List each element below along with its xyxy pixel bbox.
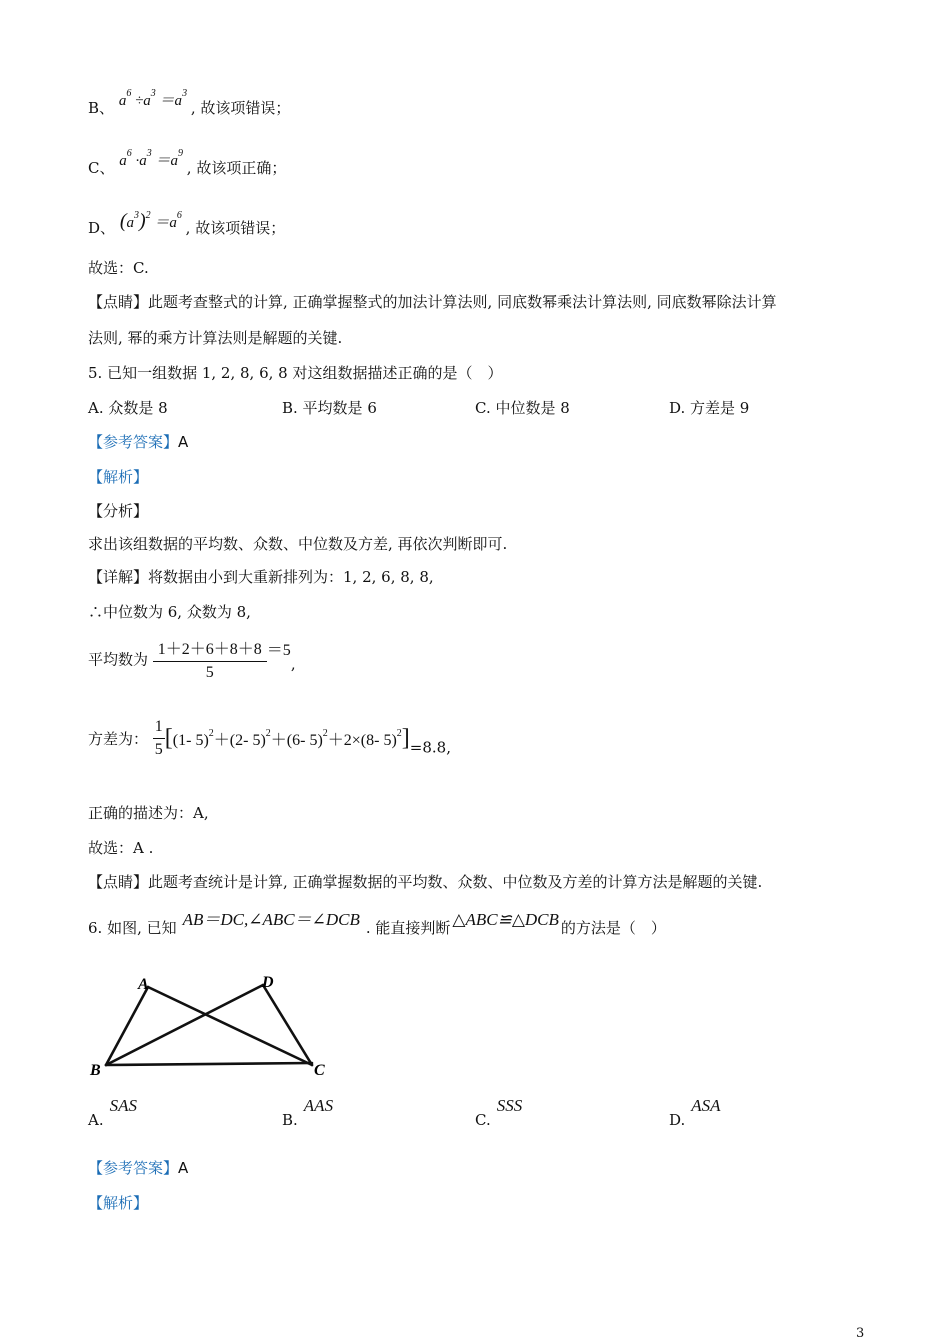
q4-comment-line2: 法则, 幂的乘方计算法则是解题的关键. xyxy=(88,329,343,347)
q5-correct: 正确的描述为：A, xyxy=(88,804,209,822)
q5-choice: 故选：A . xyxy=(88,839,154,857)
mean-fraction xyxy=(153,636,267,682)
q6-option-b: B.AAS xyxy=(282,1096,334,1129)
mean-denominator: 5 xyxy=(205,664,214,681)
q6-condition-math: AB＝DC,∠ABC＝∠DCB xyxy=(182,910,360,929)
q6-stem-part3: 的方法是（ ） xyxy=(560,919,666,937)
q5-option-a: A. 众数是 8 xyxy=(88,399,168,417)
option-d-tail: , 故该项错误； xyxy=(185,219,286,237)
q5-comment: 【点睛】此题考查统计是计算, 正确掌握数据的平均数、众数、中位数及方差的计算方法是解题的关键. xyxy=(88,873,763,891)
q5-detail: 【详解】将数据由小到大重新排列为：1, 2, 6, 8, 8, xyxy=(88,568,434,586)
mean-tail: , xyxy=(290,655,296,673)
q5-mean-line xyxy=(88,636,296,682)
option-d-math: $(a^3)^2 =a^6$ xyxy=(119,210,182,232)
option-b-tail: , 故该项错误； xyxy=(190,99,291,117)
triangle-figure xyxy=(82,965,332,1095)
option-c-math: $a^6 \cdot a^3 =a^9$ xyxy=(119,148,184,169)
option-b-label: B、 xyxy=(88,99,115,117)
answer-value: A xyxy=(178,1159,189,1177)
q5-stem: 5. 已知一组数据 1, 2, 8, 6, 8 对这组数据描述正确的是（ ） xyxy=(88,364,503,382)
option-d-line xyxy=(88,212,285,239)
option-d-label: D、 xyxy=(88,219,116,237)
variance-tail: =8.8, xyxy=(409,738,451,757)
q6-stem xyxy=(88,910,666,938)
q4-choice: 故选：C. xyxy=(88,259,149,277)
q6-stem-part2: . 能直接判断 xyxy=(365,919,451,937)
option-b-line xyxy=(88,88,291,119)
q6-jiexi: 【解析】 xyxy=(88,1194,149,1212)
q6-option-c: C.SSS xyxy=(475,1096,523,1129)
q6-option-d: D.ASA xyxy=(669,1096,721,1129)
figure-label-c: C xyxy=(314,1062,325,1079)
variance-denominator: 5 xyxy=(154,741,163,758)
answer-value: A xyxy=(178,433,189,451)
page-number: 3 xyxy=(856,1326,865,1341)
q6-congruence-math: △ABC≌△DCB xyxy=(452,910,559,929)
q5-option-c: C. 中位数是 8 xyxy=(475,399,570,417)
figure-label-a: A xyxy=(138,976,149,993)
q6-stem-part1: 6. 如图, 已知 xyxy=(88,919,177,937)
q5-median: ∴中位数为 6, 众数为 8, xyxy=(88,603,251,621)
variance-numerator: 1 xyxy=(153,718,165,739)
mean-numerator: 1＋2＋6＋8＋8 xyxy=(153,636,267,662)
option-c-line xyxy=(88,148,287,179)
option-c-tail: , 故该项正确； xyxy=(186,159,287,177)
q5-jiexi: 【解析】 xyxy=(88,468,149,486)
option-b-math: $a^6 \div a^3 =a^3$ xyxy=(118,88,188,109)
q5-option-b: B. 平均数是 6 xyxy=(282,399,377,417)
option-c-label: C、 xyxy=(88,159,115,177)
q5-fenxi: 【分析】 xyxy=(88,502,149,520)
variance-expression: [(1- 5)$^2$＋(2- 5)$^2$＋(6- 5)$^2$＋2×(8- 5)$^2$] xyxy=(164,725,410,751)
figure-lines xyxy=(106,985,312,1065)
q4-comment-line1: 【点睛】此题考查整式的计算, 正确掌握整式的加法计算法则, 同底数幂乘法计算法则, 同底数幂除法计算 xyxy=(88,293,777,311)
figure-label-b: B xyxy=(90,1062,101,1079)
variance-label: 方差为： xyxy=(88,730,149,748)
figure-label-d: D xyxy=(262,974,274,991)
answer-tag: 【参考答案】 xyxy=(88,433,179,451)
q5-answer xyxy=(88,432,188,452)
mean-label: 平均数为 xyxy=(88,650,149,669)
q6-answer xyxy=(88,1158,188,1178)
q5-variance-line xyxy=(88,718,451,759)
q6-option-a: A.SAS xyxy=(88,1096,137,1129)
mean-result: ＝5 xyxy=(266,642,291,659)
variance-fraction xyxy=(153,718,165,759)
q5-option-d: D. 方差是 9 xyxy=(669,399,750,417)
q5-fenxi-text: 求出该组数据的平均数、众数、中位数及方差, 再依次判断即可. xyxy=(88,535,508,553)
answer-tag: 【参考答案】 xyxy=(88,1159,179,1177)
